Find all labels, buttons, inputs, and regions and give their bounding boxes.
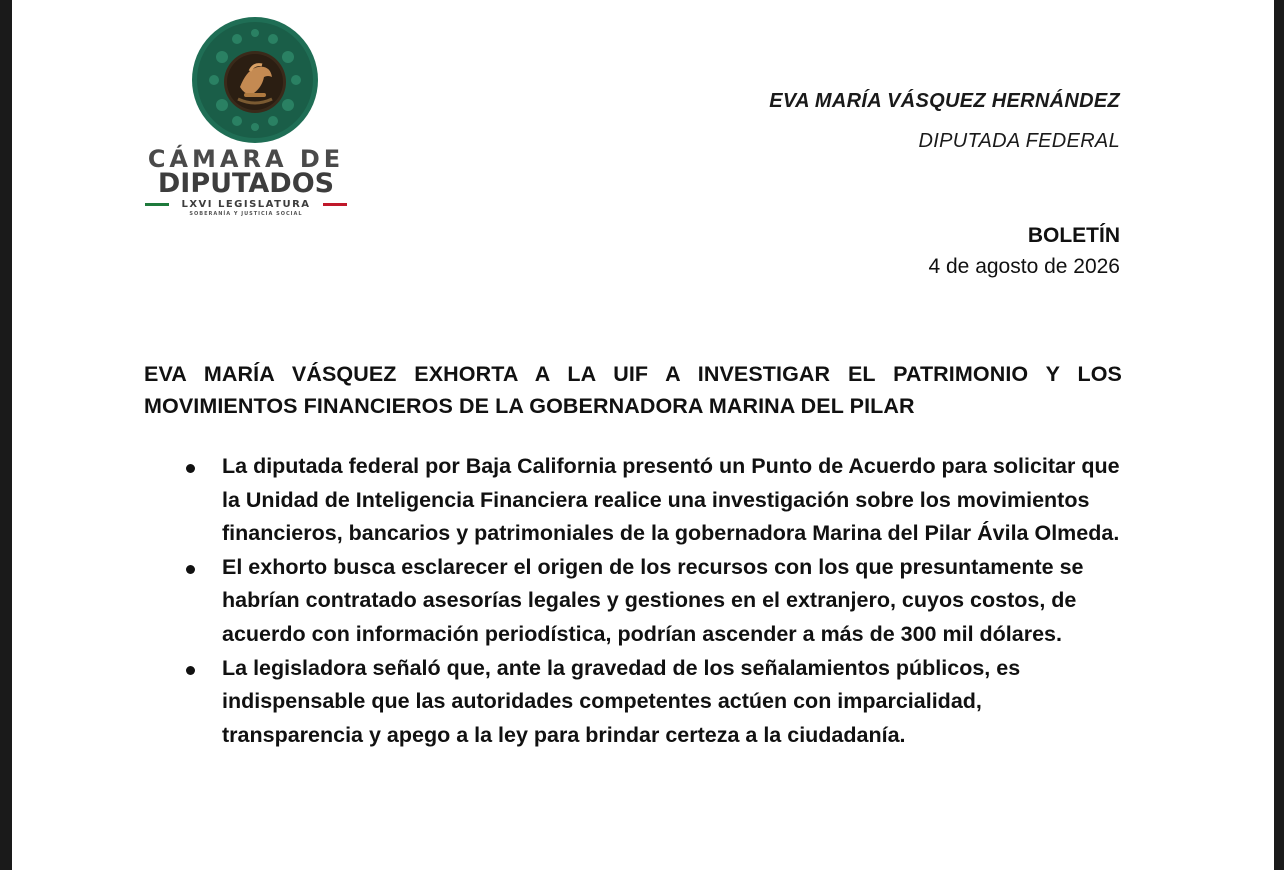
bullet-text: El exhorto busca esclarecer el origen de los recursos con los que presuntamente se habrían contratado asesorías legales y gestiones en el extranjero, cuyos costos, de acuerdo con información periodística, podrían ascender a más de 300 mil dólares. [222,554,1084,646]
green-stripe [145,203,169,206]
bullet-list [142,450,1122,752]
document-page [12,0,1274,870]
bullet-text: La diputada federal por Baja California presentó un Punto de Acuerdo para solicitar que la Unidad de Inteligencia Financiera realice una investigación sobre los movimientos financieros, bancarios y patrimoniales de la gobernadora Marina del Pilar Ávila Olmeda. [222,454,1120,546]
red-stripe [323,203,347,206]
bullet-dot-icon [186,464,195,473]
logo-text-motto: SOBERANÍA Y JUSTICIA SOCIAL [189,211,303,217]
logo-text-camara: CÁMARA DE [147,145,345,173]
headline: EVA MARÍA VÁSQUEZ EXHORTA A LA UIF A INVESTIGAR EL PATRIMONIO Y LOS MOVIMIENTOS FINANCIEROS DE LA GOBERNADORA MARINA DEL PILAR [144,362,1122,418]
list-item [142,652,1122,753]
camara-logo [145,14,365,217]
list-item [142,551,1122,652]
bullet-text: La legisladora señaló que, ante la gravedad de los señalamientos públicos, es indispensable que las autoridades competentes actúen con imparcialidad, transparencia y apego a la ley para brindar certeza a la ciudadanía. [222,655,1021,747]
logo-text-diputados: DIPUTADOS [157,168,335,199]
logo-text-legislatura: LXVI LEGISLATURA [181,199,311,210]
deputy-name: EVA MARÍA VÁSQUEZ HERNÁNDEZ [769,90,1120,112]
bulletin-date: 4 de agosto de 2026 [928,255,1120,278]
bullet-dot-icon [186,565,195,574]
bulletin-label: BOLETÍN [1027,224,1120,247]
logo-flag-stripes [145,199,347,211]
national-seal-icon [192,17,318,143]
deputy-role: DIPUTADA FEDERAL [918,130,1120,152]
bullet-dot-icon [186,666,195,675]
list-item [142,450,1122,551]
